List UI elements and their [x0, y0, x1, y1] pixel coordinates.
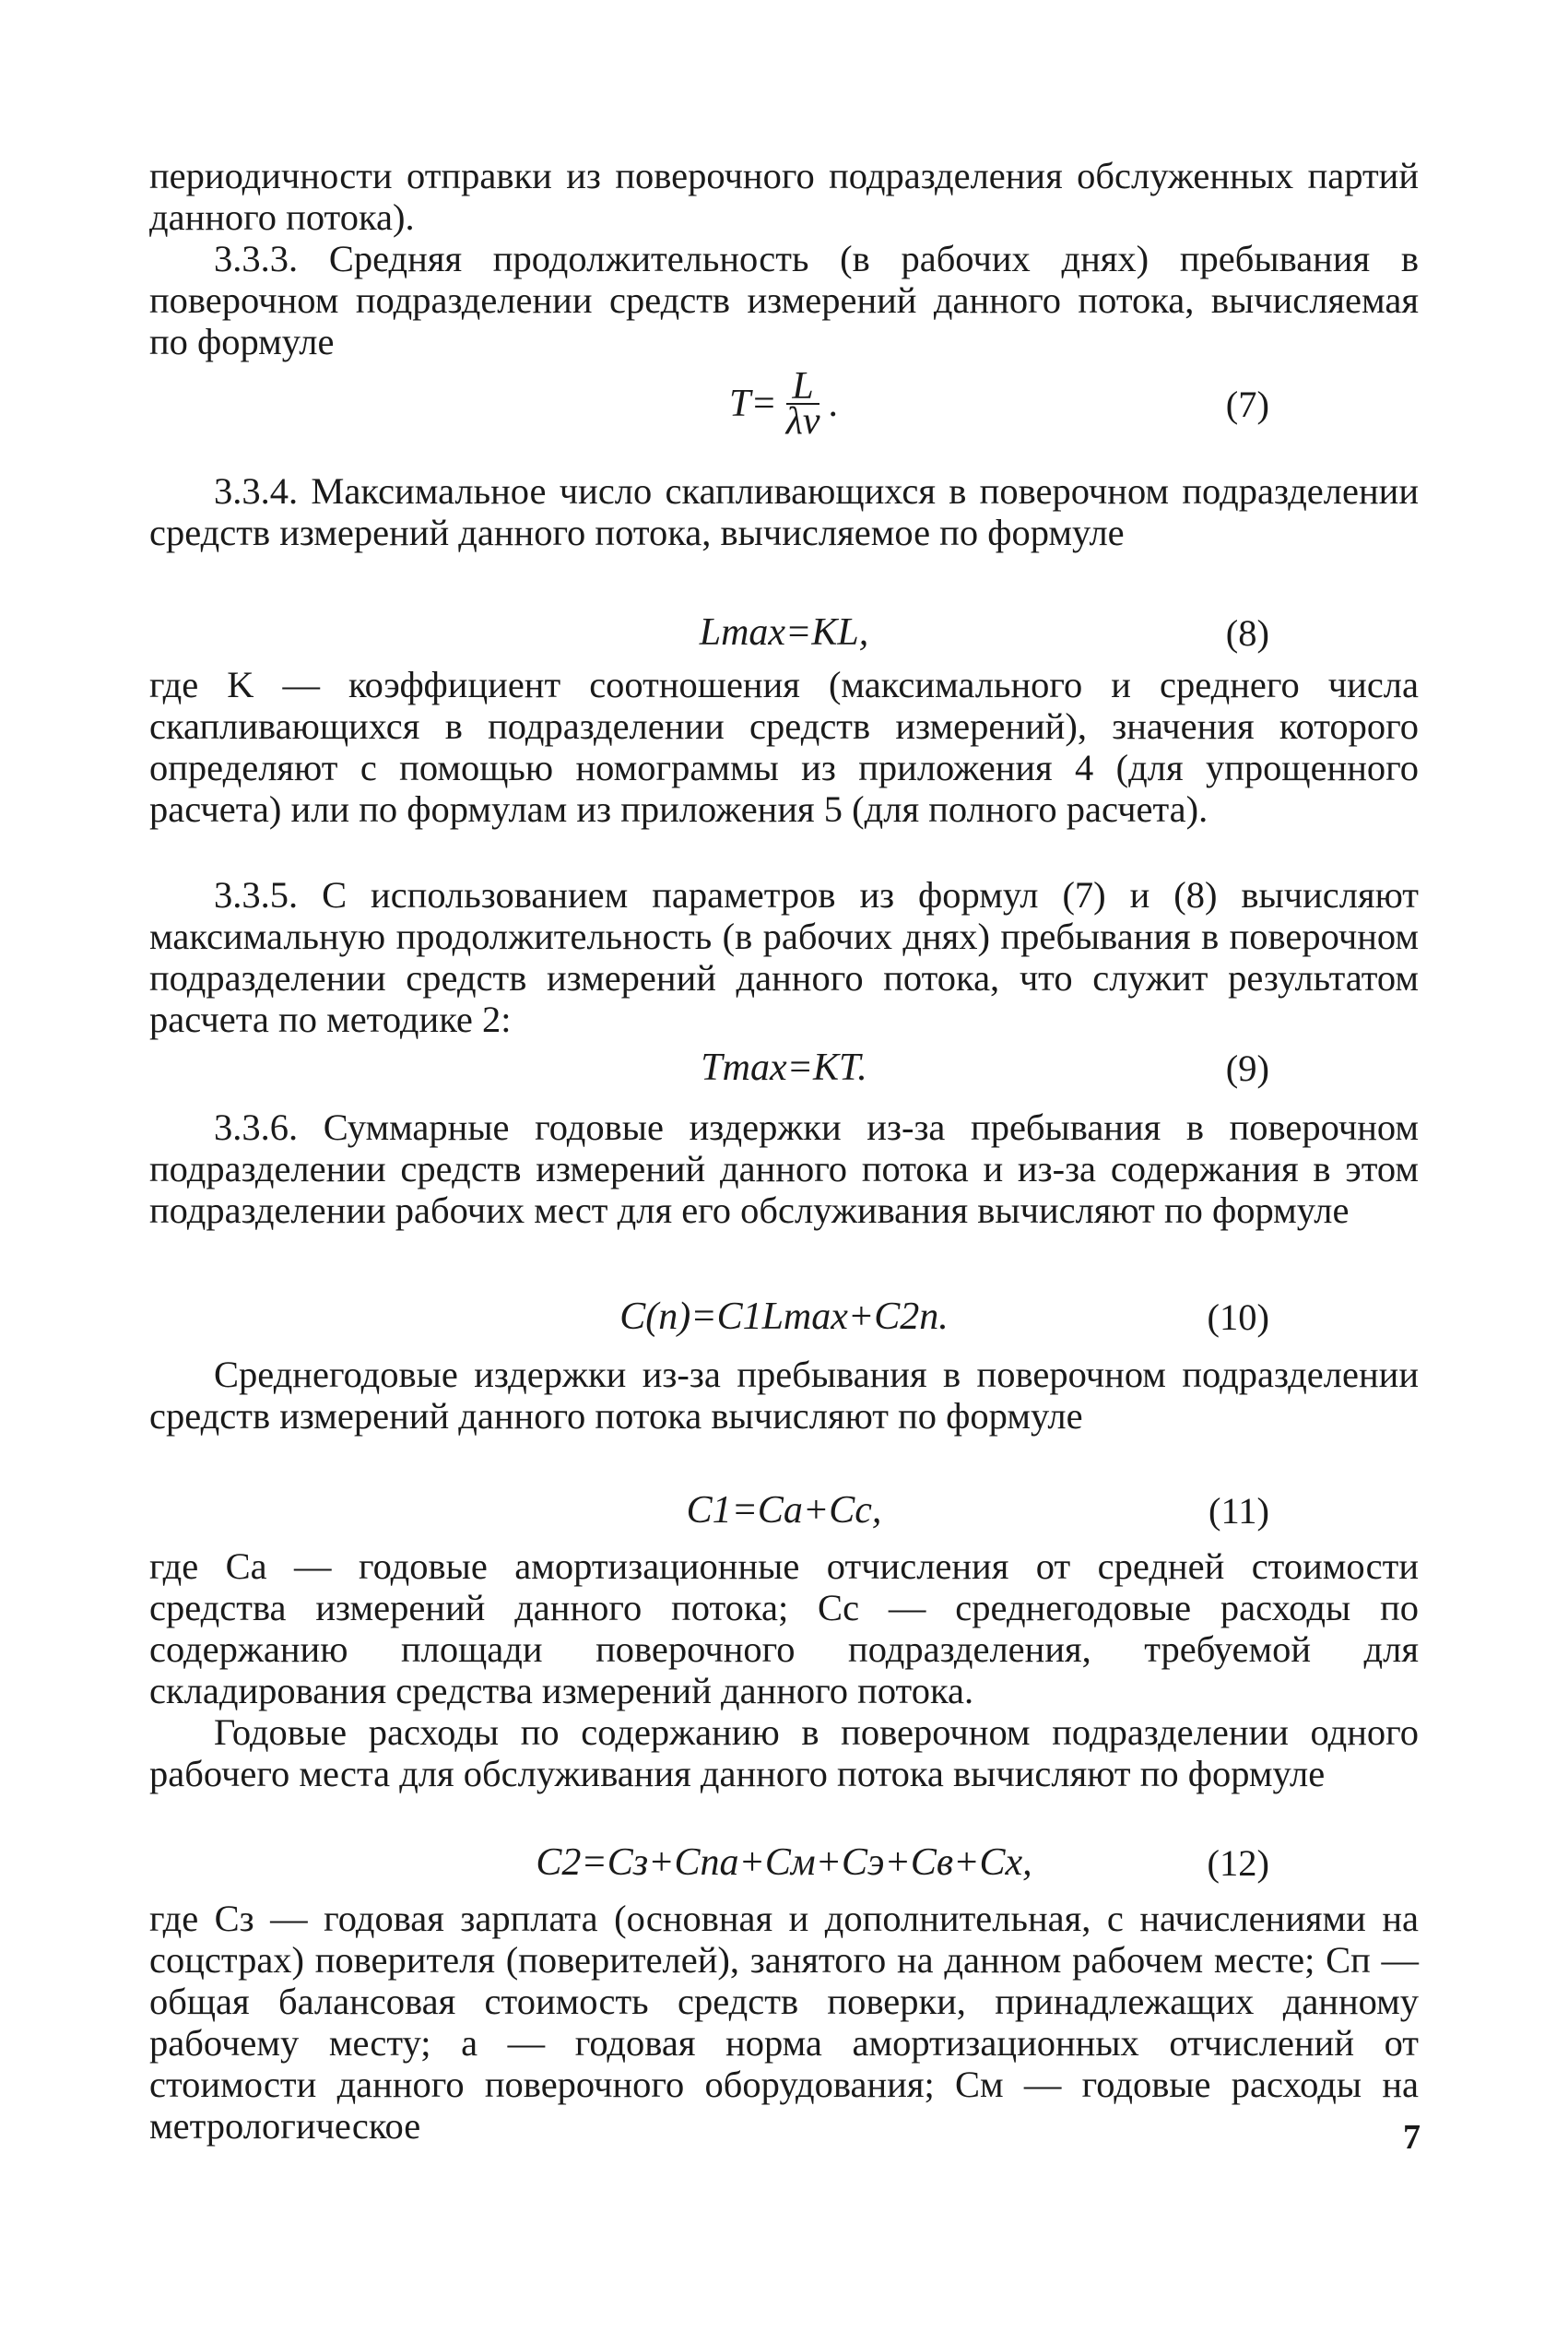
eq7-lhs: T= — [728, 382, 777, 425]
eq9-formula: Tmax=KT. — [701, 1046, 867, 1089]
page-number: 7 — [1403, 2118, 1421, 2157]
eq12-number: (12) — [1207, 1841, 1269, 1884]
paragraph-3-3-3: 3.3.3. Средняя продолжительность (в рабочих днях) пребывания в поверочном подразделении средств измерений данного потока, вычисляемая по формуле — [149, 238, 1419, 362]
eq7-tail: . — [829, 382, 840, 425]
paragraph-3-3-5: 3.3.5. С использованием параметров из формул (7) и (8) вычисляют максимальную продолжительность (в рабочих днях) пребывания в поверочном подразделении средств измерений данного потока, что служит результатом расчета по методике 2: — [149, 874, 1419, 1040]
paragraph-definition-ca: где Cа — годовые амортизационные отчисления от средней стоимости средства измерений данного потока; Cс — среднегодовые расходы по содержанию площади поверочного подразделения, требуемой для складирования средства измерений данного потока. — [149, 1545, 1419, 1711]
paragraph-average-costs: Среднегодовые издержки из-за пребывания в поверочном подразделении средств измерений данного потока вычисляют по формуле — [149, 1354, 1419, 1437]
equation-9 — [149, 1040, 1419, 1095]
eq9-number: (9) — [1225, 1047, 1269, 1089]
equation-11 — [149, 1483, 1419, 1538]
eq8-number: (8) — [1225, 611, 1269, 654]
eq8-formula: Lmax=KL, — [699, 610, 869, 654]
eq11-formula: C1=Cа+Cс, — [686, 1488, 882, 1532]
paragraph-3-3-6: 3.3.6. Суммарные годовые издержки из-за пребывания в поверочном подразделении средств измерений данного потока и из-за содержания в этом подразделении рабочих мест для его обслуживания вычисляют по формуле — [149, 1106, 1419, 1231]
eq7-denominator: λν — [785, 400, 820, 443]
eq7-fraction — [781, 365, 826, 443]
paragraph-definition-k: где K — коэффициент соотношения (максимального и среднего числа скапливающихся в подразделении средств измерений), значения которого определяют с помощью номограммы из приложения 4 (для упрощенного расчета) или по формулам из приложения 5 (для полного расчета). — [149, 664, 1419, 830]
paragraph-continuation: периодичности отправки из поверочного подразделения обслуженных партий данного потока). — [149, 155, 1419, 238]
equation-8 — [149, 605, 1419, 660]
eq7-number: (7) — [1225, 383, 1269, 425]
paragraph-3-3-4: 3.3.4. Максимальное число скапливающихся в поверочном подразделении средств измерений данного потока, вычисляемое по формуле — [149, 470, 1419, 553]
equation-7 — [149, 365, 1419, 443]
equation-12 — [149, 1835, 1419, 1890]
eq7-numerator: L — [786, 370, 819, 405]
paragraph-annual-expenses: Годовые расходы по содержанию в поверочном подразделении одного рабочего места для обслуживания данного потока вычисляют по формуле — [149, 1711, 1419, 1794]
eq11-number: (11) — [1208, 1489, 1269, 1532]
paragraph-definition-cz: где Cз — годовая зарплата (основная и дополнительная, с начислениями на соцстрах) поверителя (поверителей), занятого на данном рабочем месте; Cп — общая балансовая стоимость средств поверки, принадлежащих данному рабочему месту; a — годовая норма амортизационных отчислений от стоимости данного поверочного оборудования; Cм — годовые расходы на метрологическое — [149, 1898, 1419, 2147]
eq12-formula: C2=Cз+Cпa+Cм+Cэ+Cв+Cх, — [536, 1840, 1032, 1884]
equation-10 — [149, 1289, 1419, 1344]
eq10-formula: C(n)=C1Lmax+C2n. — [619, 1295, 949, 1338]
eq10-number: (10) — [1207, 1296, 1269, 1338]
